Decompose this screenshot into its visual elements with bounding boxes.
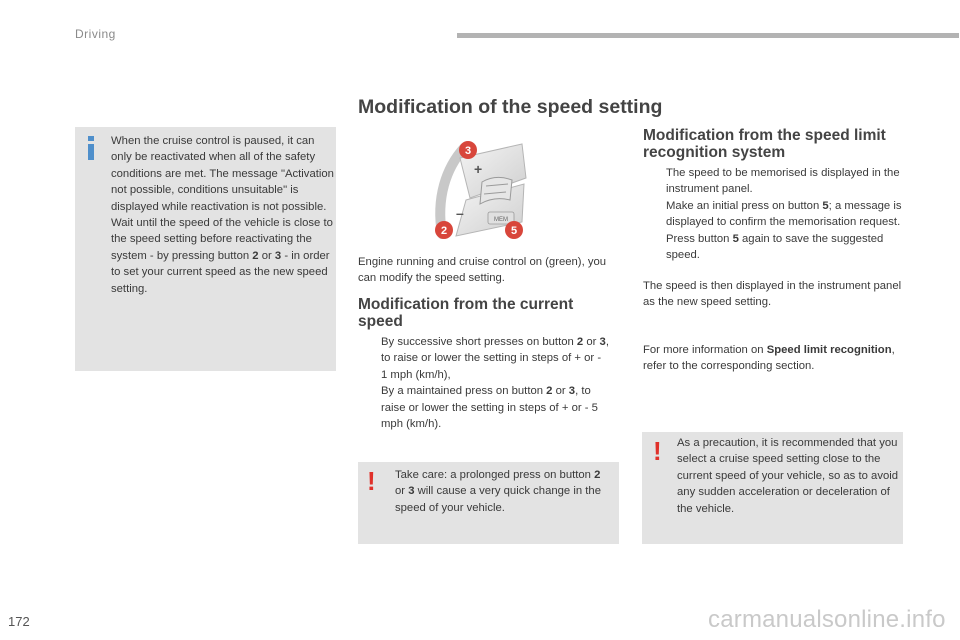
warning-icon: ! <box>367 466 376 496</box>
list-item: Press button 5 again to save the suggested speed. <box>666 232 884 262</box>
plus-sign: + <box>474 161 483 177</box>
warning-text-left: Take care: a prolonged press on button 2 or 3 will cause a very quick change in the speed of your vehicle. <box>395 469 601 514</box>
list-item: Make an initial press on button 5; a message is displayed to confirm the memorisation request. <box>666 199 902 229</box>
callout-3: 3 <box>464 145 472 157</box>
more-info-text: For more information on Speed limit recognition, refer to the corresponding section. <box>643 344 895 373</box>
minus-sign: – <box>456 205 464 221</box>
callout-5: 5 <box>510 225 518 237</box>
info-paragraph-1: When the cruise control is paused, it can only be reactivated when all of the safety conditions are met. The message "Activation not possible, conditions unsuitable" is displayed while reactivation is not possible. <box>111 135 334 213</box>
warning-icon: ! <box>653 436 662 466</box>
current-speed-list <box>358 334 610 432</box>
list-item: By a maintained press on button 2 or 3, to raise or lower the setting in steps of + or - 5 mph (km/h). <box>381 385 598 431</box>
speed-limit-recognition-reference: Speed limit recognition <box>766 344 892 356</box>
header-bar <box>457 33 959 38</box>
page-title: Modification of the speed setting <box>358 96 663 118</box>
speed-limit-list <box>643 165 905 263</box>
intro-text: Engine running and cruise control on (green), you can modify the speed setting. <box>358 256 607 285</box>
warning-text-right: As a precaution, it is recommended that you select a cruise speed setting close to the current speed of your vehicle, so as to avoid any sudden acceleration or deceleration of the vehicle. <box>677 437 899 515</box>
steering-controls-illustration <box>426 138 528 242</box>
watermark: carmanualsonline.info <box>708 606 946 633</box>
heading-current-speed: Modification from the current speed <box>358 296 574 330</box>
heading-speed-limit-recognition: Modification from the speed limit recognition system <box>643 127 886 161</box>
list-item: The speed to be memorised is displayed in the instrument panel. <box>666 167 900 196</box>
info-icon <box>86 136 96 160</box>
info-paragraph-2: Wait until the speed of the vehicle is close to the speed setting before reactivating the system - by pressing button 2 or 3 - in order to set your current speed as the new speed setting. <box>111 217 333 295</box>
section-label: Driving <box>75 27 116 41</box>
page-number: 172 <box>8 614 30 629</box>
speed-limit-result-text: The speed is then displayed in the instrument panel as the new speed setting. <box>643 280 902 309</box>
callout-2: 2 <box>440 225 448 237</box>
mem-button-label: MEM <box>494 217 508 223</box>
info-box-text <box>111 133 335 297</box>
list-item: By successive short presses on button 2 or 3, to raise or lower the setting in steps of + or - 1 mph (km/h), <box>381 336 609 381</box>
